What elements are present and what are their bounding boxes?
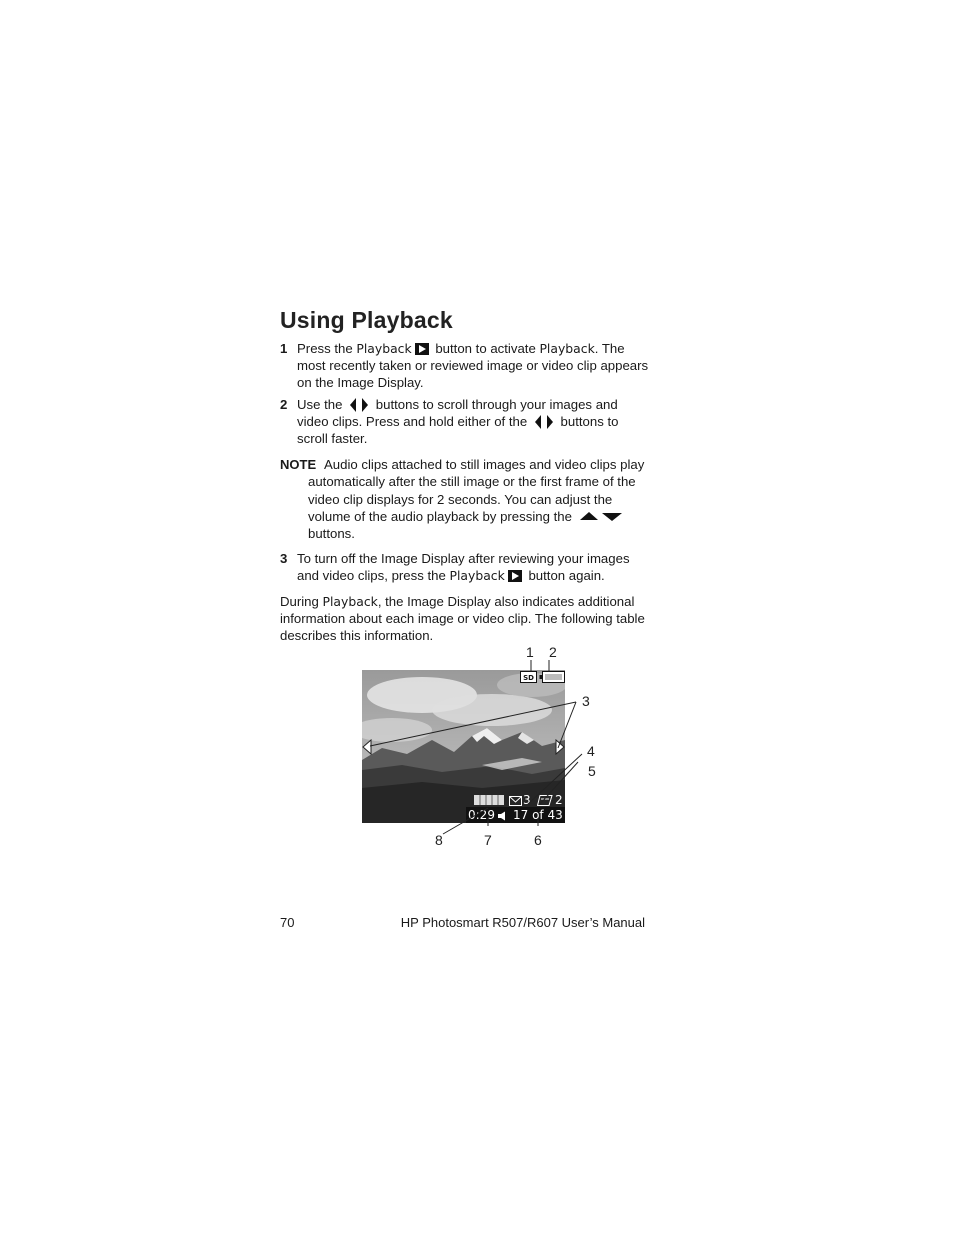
callout-number: 5	[588, 763, 596, 779]
playback-icon	[508, 570, 522, 582]
left-right-arrows-icon	[533, 415, 555, 429]
svg-text:SD: SD	[523, 674, 534, 682]
manual-title: HP Photosmart R507/R607 User’s Manual	[400, 915, 645, 930]
callout-number: 8	[435, 832, 443, 848]
callout-number: 4	[587, 743, 595, 759]
image-display-figure	[350, 640, 620, 855]
callout-number: 7	[484, 832, 492, 848]
body-paragraph: During Playback, the Image Display also indicates additional information about each image or video clip. The following table describes this information.	[280, 593, 645, 644]
step-number: 3	[280, 551, 288, 567]
email-count: 3	[523, 793, 531, 807]
step-3: 3 To turn off the Image Display after reviewing your images and video clips, press the Playback button again.	[280, 551, 630, 584]
video-duration: 0:29	[468, 808, 495, 822]
page-title: Using Playback	[280, 307, 453, 333]
left-right-arrows-icon	[348, 398, 370, 412]
up-down-arrows-icon	[578, 510, 624, 522]
step-1: 1 Press the Playback button to activate Playback. The most recently taken or reviewed image or video clip appears on the Image Display.	[280, 341, 649, 391]
image-counter: 17 of 43	[513, 808, 563, 822]
step-number: 1	[280, 341, 288, 356]
callout-number: 2	[549, 644, 557, 660]
playback-keyword: Playback	[356, 341, 412, 356]
note-label: NOTE	[280, 457, 317, 473]
playback-keyword: Playback	[449, 568, 505, 584]
playback-keyword: Playback	[322, 593, 378, 609]
note-block: NOTE Audio clips attached to still images and video clips play automatically after the still image or the first frame of the video clip displays for 2 seconds. You can adjust the volume of the audio playback by pressing the buttons.	[280, 457, 645, 542]
callout-lines	[350, 640, 620, 855]
callout-number: 3	[582, 693, 590, 709]
print-count: 2	[555, 793, 563, 807]
callout-number: 6	[534, 832, 542, 848]
playback-keyword: Playback	[539, 341, 595, 356]
callout-number: 1	[526, 644, 534, 660]
step-2: 2 Use the buttons to scroll through your images and video clips. Press and hold either of the buttons to scroll faster.	[280, 396, 619, 447]
step-number: 2	[280, 396, 288, 412]
playback-icon	[415, 343, 429, 355]
page-content	[280, 340, 650, 644]
page-number: 70	[280, 915, 295, 930]
